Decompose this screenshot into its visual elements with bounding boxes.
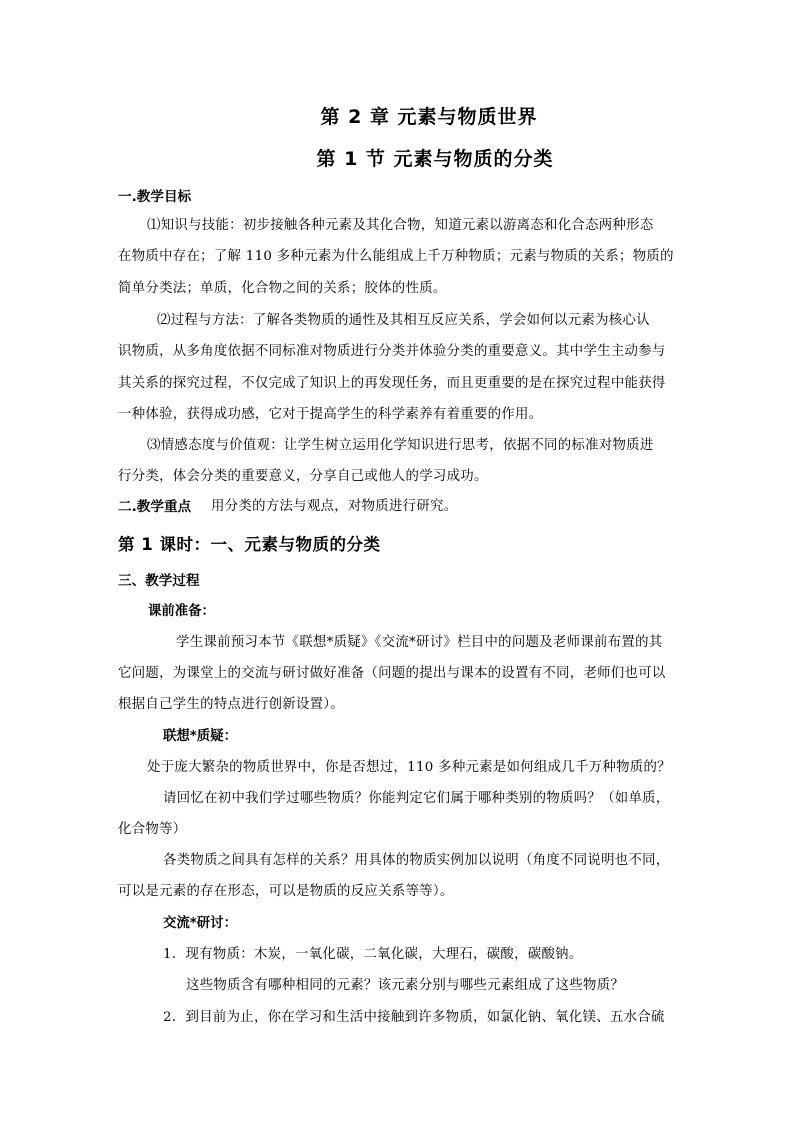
section-title: 第 1 节 元素与物质的分类 <box>316 148 554 170</box>
lianxiang-q2-line-1: 请回忆在初中我们学过哪些物质？你能判定它们属于哪种类别的物质吗？（如单质， <box>163 791 670 806</box>
objectives-p1-line-2: 在物质中存在；了解 110 多种元素为什么能组成上千万种物质；元素与物质的关系；物质的 <box>118 249 674 264</box>
objectives-p2-line-3: 其关系的探究过程，不仅完成了知识上的再发现任务，而且更重要的是在探究过程中能获得 <box>118 376 666 391</box>
objectives-p2-line-4: 一种体验，获得成功感，它对于提高学生的科学素养有着重要的作用。 <box>118 407 543 422</box>
objectives-p2-line-1: ⑵过程与方法：了解各类物质的通性及其相互反应关系，学会如何以元素为核心认 <box>157 313 650 328</box>
lianxiang-q3-line-2: 可以是元素的存在形态，可以是物质的反应关系等等）。 <box>118 884 454 899</box>
objectives-p3-line-1: ⑶情感态度与价值观：让学生树立运用化学知识进行思考，依据不同的标准对物质进 <box>147 438 654 453</box>
objectives-p1-line-1: ⑴知识与技能：初步接触各种元素及其化合物，知道元素以游离态和化合态两种形态 <box>147 218 654 233</box>
jiaoliu-heading: 交流*研讨： <box>163 916 237 931</box>
objectives-p3-line-2: 行分类，体会分类的重要意义，分享自己或他人的学习成功。 <box>118 469 488 484</box>
prep-line-3: 根据自己学生的特点进行创新设置）。 <box>118 697 345 712</box>
prep-line-2: 它问题，为课堂上的交流与研讨做好准备（问题的提出与课本的设置有不同，老师们也可以 <box>118 666 666 681</box>
process-heading: 三、教学过程 <box>118 573 200 589</box>
objectives-p2-line-2: 识物质，从多角度依据不同标准对物质进行分类并体验分类的重要意义。其中学生主动参与 <box>118 344 666 359</box>
prep-line-1: 学生课前预习本节《联想*质疑》《交流*研讨》栏目中的问题及老师课前布置的其 <box>176 635 663 650</box>
jiaoliu-item-1-question: 这些物质含有哪种相同的元素？该元素分别与哪些元素组成了这些物质？ <box>186 978 625 993</box>
objectives-p1-line-3: 简单分类法；单质，化合物之间的关系；胶体的性质。 <box>118 281 447 296</box>
lianxiang-q3-line-1: 各类物质之间具有怎样的关系？用具体的物质实例加以说明（角度不同说明也不同， <box>163 853 670 868</box>
chapter-title: 第 2 章 元素与物质世界 <box>320 106 538 128</box>
lianxiang-heading: 联想*质疑： <box>163 729 237 744</box>
key-points-heading: 二.教学重点 <box>118 499 192 515</box>
jiaoliu-item-2: 2．到目前为止，你在学习和生活中接触到许多物质，如氯化钠、氧化镁、五水合硫 <box>163 1010 665 1025</box>
lianxiang-q1: 处于庞大繁杂的物质世界中，你是否想过，110 多种元素是如何组成几千万种物质的？ <box>147 760 671 775</box>
lianxiang-q2-line-2: 化合物等） <box>118 822 187 837</box>
key-points-text: 用分类的方法与观点，对物质进行研究。 <box>211 499 458 514</box>
objectives-heading: 一.教学目标 <box>118 189 192 205</box>
jiaoliu-item-1: 1．现有物质：木炭，一氧化碳，二氧化碳，大理石，碳酸，碳酸钠。 <box>163 947 583 962</box>
lesson-title: 第 1 课时：一、元素与物质的分类 <box>118 535 381 554</box>
prep-heading: 课前准备： <box>148 604 215 619</box>
